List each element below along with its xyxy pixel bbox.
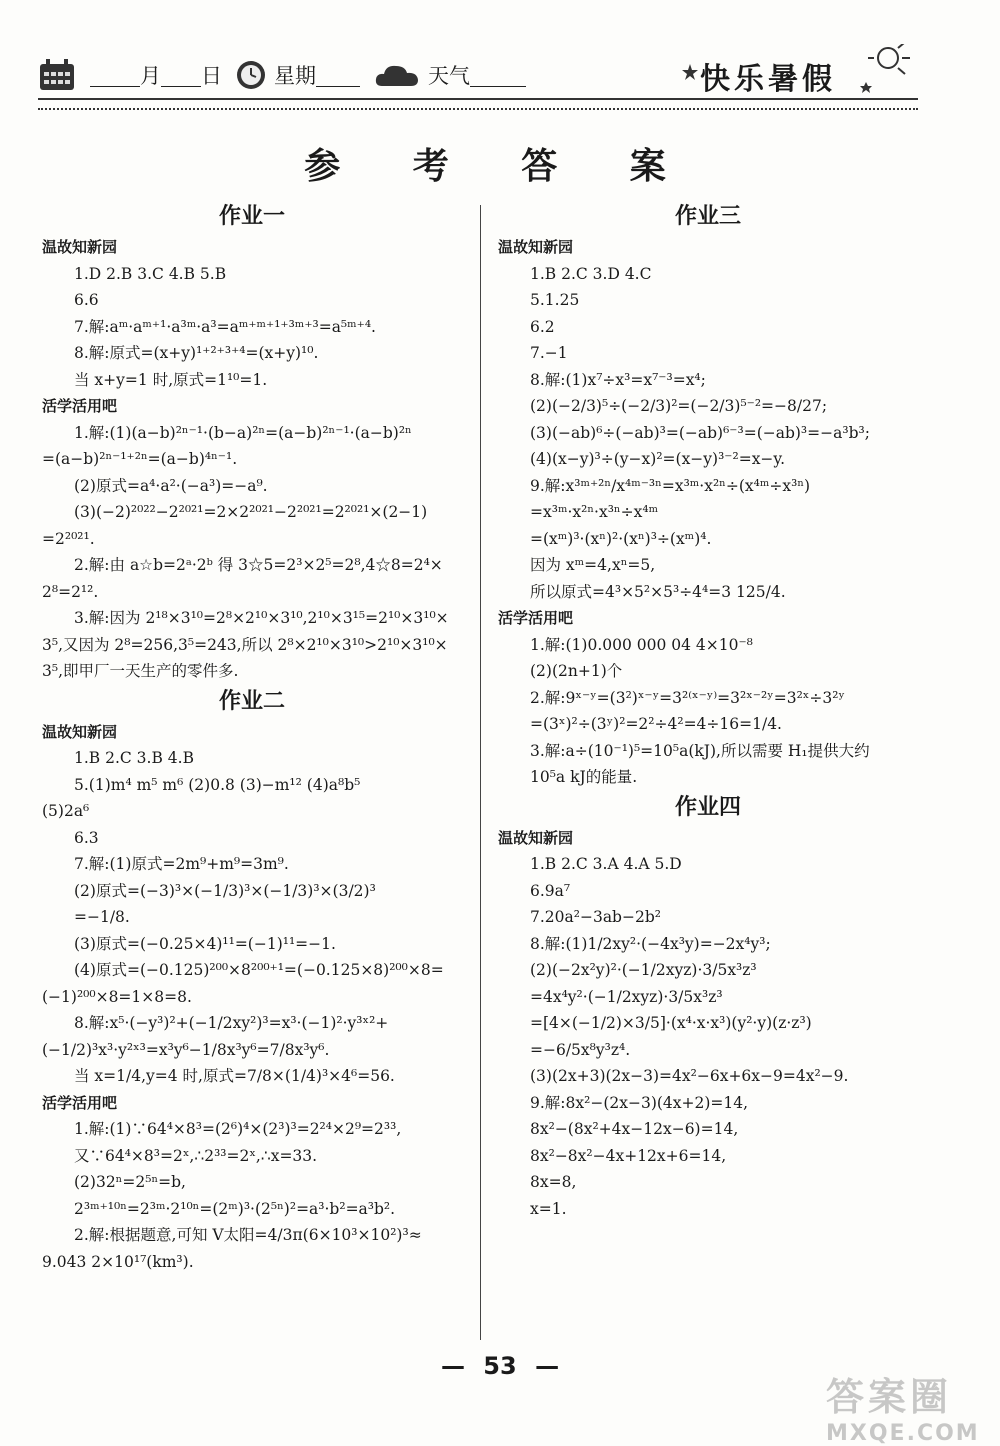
answer-line: 1.解:(1)∵64⁴×8³=(2⁶)⁴×(2³)³=2²⁴×2⁹=2³³, <box>74 1120 402 1138</box>
answer-line: 1.B 2.C 3.D 4.C <box>530 264 652 283</box>
column-divider <box>480 205 481 1340</box>
section-heading: 作业二 <box>218 688 285 714</box>
page-header <box>38 44 918 102</box>
answer-line: 7.−1 <box>530 344 568 362</box>
answer-line: 1.B 2.C 3.A 4.A 5.D <box>530 855 682 873</box>
answer-line: =4x⁴y²·(−1/2xyz)·3/5x³z³ <box>530 987 723 1006</box>
answer-line: 7.解:(1)原式=2m⁹+m⁹=3m⁹. <box>74 855 289 873</box>
answer-line: 当 x+y=1 时,原式=1¹⁰=1. <box>74 370 268 389</box>
answer-line: 1.B 2.C 3.B 4.B <box>74 749 194 767</box>
answer-line: (3)(−ab)⁶÷(−ab)³=(−ab)⁶⁻³=(−ab)³=−a³b³; <box>530 423 870 442</box>
right-column <box>498 200 918 1222</box>
weather-label: 天气 <box>428 64 470 88</box>
subsection-label: 活学活用吧 <box>42 1093 118 1112</box>
answer-line: (3)原式=(−0.25×4)¹¹=(−1)¹¹=−1. <box>74 934 336 953</box>
answer-line: 9.解:x³ᵐ⁺²ⁿ/x⁴ᵐ⁻³ⁿ=x³ᵐ·x²ⁿ÷(x⁴ᵐ÷x³ⁿ) <box>530 476 811 495</box>
section-heading: 作业三 <box>674 204 741 229</box>
answer-line: 10⁵a kJ的能量. <box>530 768 638 786</box>
subsection-label: 温故知新园 <box>498 238 574 256</box>
answer-line: 8.解:原式=(x+y)¹⁺²⁺³⁺⁴=(x+y)¹⁰. <box>74 344 319 362</box>
answer-line: =x³ᵐ·x²ⁿ·x³ⁿ÷x⁴ᵐ <box>530 503 659 521</box>
header-divider <box>38 98 918 110</box>
subsection-label: 活学活用吧 <box>42 397 118 415</box>
answer-line: 8.解:(1)1/2xy²·(−4x³y)=−2x⁴y³; <box>530 934 771 953</box>
answer-line: 6.2 <box>530 317 555 336</box>
answer-line: x=1. <box>530 1199 567 1218</box>
answer-line: 3⁵,又因为 2⁸=256,3⁵=243,所以 2⁸×2¹⁰×3¹⁰>2¹⁰×3¹⁰× <box>42 635 448 654</box>
answer-line: 又∵64⁴×8³=2ˣ,∴2³³=2ˣ,∴x=33. <box>74 1146 318 1165</box>
answer-line: 8x=8, <box>530 1173 577 1191</box>
answer-line: 因为 xᵐ=4,xⁿ=5, <box>530 556 656 574</box>
month-label: 月 <box>140 64 161 88</box>
brand-text: 快乐暑假 <box>700 62 836 97</box>
answer-line: 8.解:x⁵·(−y³)²+(−1/2xy²)³=x³·(−1)²·y³ˣ²+ <box>74 1014 389 1032</box>
answer-line: 8x²−8x²−4x+12x+6=14, <box>530 1146 727 1165</box>
subsection-label: 温故知新园 <box>498 828 574 847</box>
answer-line: (−1)²⁰⁰×8=1×8=8. <box>42 987 192 1006</box>
answer-line: 6.3 <box>74 828 99 847</box>
answer-line: (4)原式=(−0.125)²⁰⁰×8²⁰⁰⁺¹=(−0.125×8)²⁰⁰×8= <box>74 961 444 979</box>
answer-line: (−1/2)³x³·y²ˣ³=x³y⁶−1/8x³y⁶=7/8x³y⁶. <box>42 1040 330 1059</box>
page-dash-left: — <box>440 1352 465 1380</box>
watermark <box>826 1366 996 1446</box>
cloud-icon <box>374 60 420 90</box>
answer-line: 2⁸=2¹². <box>42 582 99 601</box>
date-row <box>38 58 526 92</box>
answer-line: 1.解:(1)0.000 000 04 4×10⁻⁸ <box>530 635 753 654</box>
left-column <box>42 200 462 1275</box>
clock-icon <box>236 60 266 90</box>
subsection-label: 温故知新园 <box>42 722 118 741</box>
subsection-label: 温故知新园 <box>42 238 118 256</box>
answer-line: 1.解:(1)(a−b)²ⁿ⁻¹·(b−a)²ⁿ=(a−b)²ⁿ⁻¹·(a−b)²ⁿ <box>74 423 412 442</box>
answer-line: 3.解:因为 2¹⁸×3¹⁰=2⁸×2¹⁰×3¹⁰,2¹⁰×3¹⁵=2¹⁰×3¹⁰× <box>74 609 449 627</box>
answer-line: (2)(−2/3)⁵÷(−2/3)²=(−2/3)⁵⁻²=−8/27; <box>530 397 828 415</box>
answer-line: 9.043 2×10¹⁷(km³). <box>42 1252 194 1271</box>
answer-line: =−6/5x⁸y³z⁴. <box>530 1040 631 1059</box>
answer-line: 3.解:a÷(10⁻¹)⁵=10⁵a(kJ),所以需要 H₁提供大约 <box>530 741 870 760</box>
answer-line: =(a−b)²ⁿ⁻¹⁺²ⁿ=(a−b)⁴ⁿ⁻¹. <box>42 450 238 468</box>
section-heading: 作业四 <box>674 794 741 820</box>
answer-line: 8.解:(1)x⁷÷x³=x⁷⁻³=x⁴; <box>530 370 706 389</box>
answer-line: (2)(−2x²y)²·(−1/2xyz)·3/5x³z³ <box>530 961 757 979</box>
answer-line: 2³ᵐ⁺¹⁰ⁿ=2³ᵐ·2¹⁰ⁿ=(2ᵐ)³·(2⁵ⁿ)²=a³·b²=a³b². <box>74 1199 396 1218</box>
answer-line: =(3ˣ)²÷(3ʸ)²=2²÷4²=4÷16=1/4. <box>530 715 782 733</box>
answer-line: (2)32ⁿ=2⁵ⁿ=b, <box>74 1173 186 1191</box>
answer-line: (2)原式=a⁴·a²·(−a³)=−a⁹. <box>74 476 268 495</box>
answer-line: (4)(x−y)³÷(y−x)²=(x−y)³⁻²=x−y. <box>530 450 786 468</box>
answer-line: 9.解:8x²−(2x−3)(4x+2)=14, <box>530 1093 749 1112</box>
answer-line: 2.解:根据题意,可知 V太阳=4/3π(6×10³×10²)³≈ <box>74 1226 422 1244</box>
answer-line: (2)原式=(−3)³×(−1/3)³×(−1/3)³×(3/2)³ <box>74 881 376 900</box>
answer-line: =−1/8. <box>74 908 130 926</box>
page-dash-right: — <box>535 1352 560 1380</box>
answer-line: 8x²−(8x²+4x−12x−6)=14, <box>530 1120 739 1138</box>
answer-line: 1.D 2.B 3.C 4.B 5.B <box>74 264 227 283</box>
answer-line: (2)(2n+1)个 <box>530 662 623 680</box>
answer-line: 7.解:aᵐ·aᵐ⁺¹·a³ᵐ·a³=aᵐ⁺ᵐ⁺¹⁺³ᵐ⁺³=a⁵ᵐ⁺⁴. <box>74 317 376 336</box>
answer-line: 所以原式=4³×5²×5³÷4⁴=3 125/4. <box>530 582 786 601</box>
subsection-label: 活学活用吧 <box>498 609 574 627</box>
answer-line: 5.(1)m⁴ m⁵ m⁶ (2)0.8 (3)−m¹² (4)a⁸b⁵ <box>74 775 361 794</box>
answer-line: 6.9a⁷ <box>530 881 571 900</box>
answer-line: 2.解:由 a☆b=2ᵃ·2ᵇ 得 3☆5=2³×2⁵=2⁸,4☆8=2⁴× <box>74 556 443 574</box>
brand-logo <box>678 44 918 100</box>
page-title: 参 考 答 案 <box>304 146 696 187</box>
answer-line: (3)(−2)²⁰²²−2²⁰²¹=2×2²⁰²¹−2²⁰²¹=2²⁰²¹×(2−1) <box>74 503 428 521</box>
watermark-url: MXQE.COM <box>826 1421 980 1446</box>
watermark-logo: 答案圈 <box>826 1375 953 1419</box>
week-label: 星期 <box>274 64 316 88</box>
answer-line: =2²⁰²¹. <box>42 529 95 548</box>
answer-line: (5)2a⁶ <box>42 802 90 820</box>
answer-line: 当 x=1/4,y=4 时,原式=7/8×(1/4)³×4⁶=56. <box>74 1067 395 1085</box>
answer-line: 7.20a²−3ab−2b² <box>530 908 661 926</box>
page-number-value: 53 <box>483 1352 517 1380</box>
answer-line: (3)(2x+3)(2x−3)=4x²−6x+6x−9=4x²−9. <box>530 1067 849 1085</box>
answer-line: =[4×(−1/2)×3/5]·(x⁴·x·x³)(y²·y)(z·z³) <box>530 1014 812 1032</box>
answer-line: =(xᵐ)³·(xⁿ)²·(xⁿ)³÷(xᵐ)⁴. <box>530 529 712 548</box>
answer-line: 6.6 <box>74 291 99 309</box>
day-label: 日 <box>201 64 222 88</box>
calendar-icon <box>38 58 76 92</box>
answer-line: 2.解:9ˣ⁻ʸ=(3²)ˣ⁻ʸ=3²⁽ˣ⁻ʸ⁾=3²ˣ⁻²ʸ=3²ˣ÷3²ʸ <box>530 688 845 707</box>
answer-line: 3⁵,即甲厂一天生产的零件多. <box>42 662 239 680</box>
section-heading: 作业一 <box>218 204 285 229</box>
answer-line: 5.1.25 <box>530 291 580 309</box>
